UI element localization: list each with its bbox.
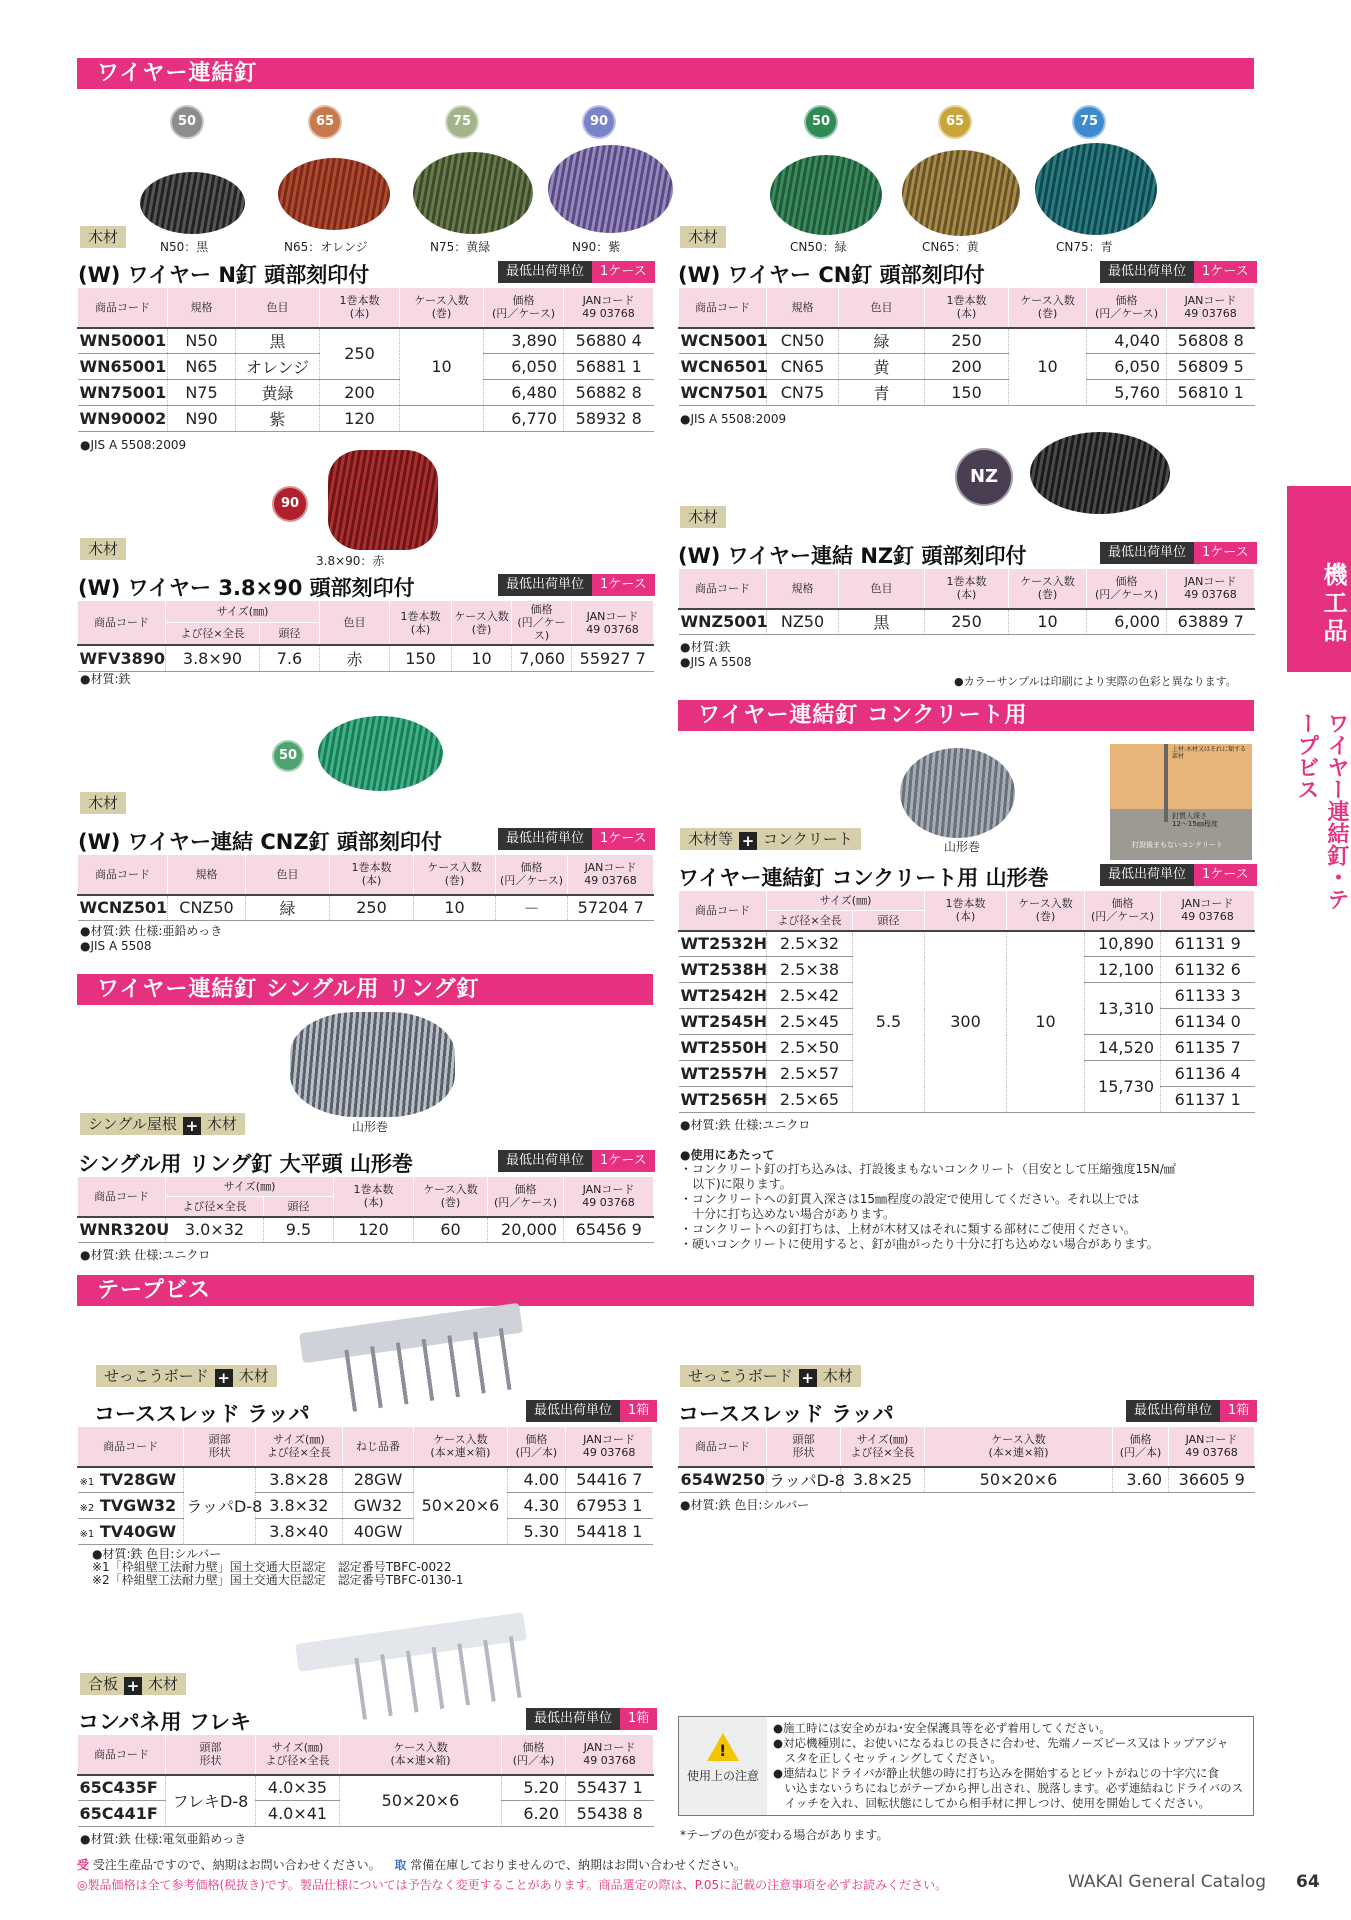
- nail-coil-icon: [1030, 432, 1170, 514]
- color-caption: 3.8×90：赤: [316, 554, 385, 568]
- table-row[interactable]: WT2545H 2.5×45 61134 0: [679, 1009, 1255, 1035]
- color-disclaimer: ●カラーサンプルは印刷により実際の色彩と異なります。: [954, 675, 1237, 688]
- spec-table-cn-nail: 商品コード 規格 色目 1巻本数 (本) ケース入数 (巻) 価格 (円／ケース) JANコード 49 03768 WCN5001 CN50 緑 250 10 4,040 56808 8 WCN6501 CN65 黄 200 6,050 56809 5 WCN7501 CN75 青 150 5,760 56810 1: [678, 287, 1255, 406]
- product-title: コンパネ用 フレキ: [78, 1710, 252, 1734]
- material-tag: シングル屋根 + 木材: [80, 1113, 245, 1135]
- side-tab-category[interactable]: [1287, 486, 1351, 672]
- head-sample-icon: 90: [582, 105, 616, 139]
- table-row[interactable]: WNZ5001 NZ50 黒 250 10 6,000 63889 7: [679, 609, 1255, 635]
- min-unit-badge: 最低出荷単位 1ケース: [498, 261, 655, 283]
- product-title: (W) ワイヤー 3.8×90 頭部刻印付: [78, 576, 415, 600]
- min-unit-badge: 最低出荷単位 1ケース: [1100, 864, 1257, 886]
- caution-label-cell: [679, 1717, 767, 1815]
- product-title: (W) ワイヤー連結 NZ釘 頭部刻印付: [678, 544, 1027, 568]
- color-caption: N65：オレンジ: [284, 240, 368, 254]
- table-row[interactable]: 654W250 ラッパD-8 3.8×25 50×20×6 3.60 36605 9: [679, 1467, 1255, 1493]
- material-tag: 木材: [680, 226, 726, 248]
- spec-table-cnz: 商品コード 規格 色目 1巻本数 (本) ケース入数 (巻) 価格 (円／ケース) JANコード 49 03768 WCNZ501 CNZ50 緑 250 10 － 57204 7: [77, 854, 654, 921]
- section-title: ワイヤー連結釘: [97, 61, 258, 86]
- color-caption: N90：紫: [572, 240, 621, 254]
- spec-note: ●材質:鉄: [80, 672, 131, 686]
- spec-note: ●材質:鉄 仕様:亜鉛めっき ●JIS A 5508: [80, 924, 223, 953]
- table-row[interactable]: WT2542H 2.5×42 13,310 61133 3: [679, 983, 1255, 1009]
- material-tag: せっこうボード + 木材: [96, 1365, 277, 1387]
- color-caption: N50：黒: [160, 240, 209, 254]
- head-sample-icon: 75: [1072, 105, 1106, 139]
- head-sample-icon: 65: [938, 105, 972, 139]
- nail-coil-icon: [902, 150, 1020, 236]
- table-row[interactable]: WCNZ501 CNZ50 緑 250 10 － 57204 7: [78, 895, 654, 921]
- table-row[interactable]: WCN7501 CN75 青 150 5,760 56810 1: [679, 380, 1255, 406]
- product-title: シングル用 リング釘 大平頭 山形巻: [78, 1152, 413, 1176]
- min-unit-badge: 最低出荷単位 1ケース: [498, 828, 655, 850]
- side-tab-sublabel: ワイヤー連結釘・テープビス: [1294, 712, 1349, 910]
- spec-table-3890: 商品コード サイズ(㎜) 色目 1巻本数 (本) ケース入数 (巻) 価格 (円／ケース) JANコード 49 03768 よび径×全長 頭径 WFV3890 3.8×90 7.6 赤 150 10 7,060 55927 7: [77, 600, 654, 672]
- material-tag: せっこうボード + 木材: [680, 1365, 861, 1387]
- caution-box: [678, 1716, 1254, 1816]
- table-row[interactable]: WN90002 N90 紫 120 6,770 58932 8: [78, 406, 654, 432]
- footer-line-1: 受 受注生産品ですので、納期はお問い合わせください。 取 常備在庫しておりませんので、納期はお問い合わせください。: [77, 1858, 747, 1872]
- table-row[interactable]: 65C435F フレキD-8 4.0×35 50×20×6 5.20 55437 1: [78, 1775, 654, 1801]
- side-tab-label: 機工品: [1319, 562, 1347, 646]
- head-sample-icon: NZ: [955, 448, 1013, 506]
- product-title: (W) ワイヤー N釘 頭部刻印付: [78, 263, 370, 287]
- spec-table-flake: 商品コード 頭部 形状 サイズ(㎜) よび径×全長 ケース入数 (本×連×箱) 価格 (円／本) JANコード 49 03768 65C435F フレキD-8 4.0×35 50×20×6 5.20 55437 1 65C441F 4.0×41 6.20 55438 8: [77, 1734, 654, 1827]
- product-title: (W) ワイヤー CN釘 頭部刻印付: [678, 263, 985, 287]
- stock-mark-icon: 取: [394, 1858, 407, 1872]
- table-row[interactable]: WCN6501 CN65 黄 200 6,050 56809 5: [679, 354, 1255, 380]
- table-row[interactable]: WCN5001 CN50 緑 250 10 4,040 56808 8: [679, 328, 1255, 354]
- concrete-diagram: [1110, 744, 1252, 860]
- spec-note: ●材質:鉄 色目:シルバー: [680, 1498, 810, 1512]
- section-band-tape: [77, 1275, 1254, 1306]
- table-row[interactable]: ※2 TVGW32 3.8×32 GW32 4.30 67953 1: [78, 1493, 653, 1519]
- spec-table-concrete: 商品コード サイズ(㎜) 1巻本数 (本) ケース入数 (巻) 価格 (円／ケース) JANコード 49 03768 よび径×全長 頭径 WT2532H 2.5×32 5.5 300 10 10,890 61131 9 WT2538H 2.5×38 12,100 61132 6 WT2542H 2.5×42 13,310 61133 3 WT2545H 2.5×45 61134 0 WT2550H 2.5×50 14,520 61135 7 WT2557H 2.5×57 15,730 61136 4 WT2565H 2.5×65 61137 1: [678, 890, 1255, 1113]
- ring-nail-coil-icon: [290, 1012, 455, 1117]
- nail-coil-icon: [770, 155, 882, 235]
- table-row[interactable]: WN65001 N65 オレンジ 6,050 56881 1: [78, 354, 654, 380]
- table-row[interactable]: ※1 TV40GW 3.8×40 40GW 5.30 54418 1: [78, 1519, 653, 1545]
- spec-note: ●材質:鉄 仕様:ユニクロ: [80, 1248, 211, 1262]
- product-title: コーススレッド ラッパ: [678, 1402, 894, 1426]
- nail-shaft-icon: [1164, 744, 1168, 822]
- table-row[interactable]: WT2550H 2.5×50 14,520 61135 7: [679, 1035, 1255, 1061]
- page-number: 64: [1296, 1872, 1320, 1892]
- product-title: ワイヤー連結釘 コンクリート用 山形巻: [678, 866, 1049, 890]
- spec-table-coarse2: 商品コード 頭部 形状 サイズ(㎜) よび径×全長 ケース入数 (本×連×箱) 価格 (円／本) JANコード 49 03768 654W250 ラッパD-8 3.8×25 50×20×6 3.60 36605 9: [678, 1426, 1255, 1493]
- table-row[interactable]: WN75001 N75 黄緑 200 6,480 56882 8: [78, 380, 654, 406]
- table-row[interactable]: WT2532H 2.5×32 5.5 300 10 10,890 61131 9: [679, 931, 1255, 957]
- min-unit-badge: 最低出荷単位 1ケース: [498, 574, 655, 596]
- shape-caption: 山形巻: [352, 1120, 389, 1134]
- material-tag: 木材: [80, 226, 126, 248]
- material-tag: 木材: [680, 506, 726, 528]
- spec-note: ●JIS A 5508:2009: [680, 412, 787, 426]
- color-caption: CN50：緑: [790, 240, 847, 254]
- spec-table-coarse1: 商品コード 頭部 形状 サイズ(㎜) よび径×全長 ねじ品番 ケース入数 (本×連×箱) 価格 (円／本) JANコード 49 03768 ※1 TV28GW ラッパD-8 3.8×28 28GW 50×20×6 4.00 54416 7 ※2 TVGW32 3.8×32 GW32 4.30 67953 1 ※1 TV40GW 3.8×40 40GW 5.30 54418 1: [77, 1426, 653, 1545]
- head-sample-icon: 90: [272, 486, 308, 522]
- diagram-label: 上材:木材又はそれに類する部材: [1172, 746, 1247, 760]
- nail-coil-icon: [1035, 143, 1157, 235]
- spec-note: ●材質:鉄 仕様:電気亜鉛めっき: [80, 1832, 247, 1846]
- section-band-ring: [77, 974, 653, 1005]
- table-row[interactable]: WT2565H 2.5×65 61137 1: [679, 1087, 1255, 1113]
- spec-note: ●材質:鉄 ●JIS A 5508: [680, 640, 752, 669]
- spec-note: ●JIS A 5508:2009: [80, 438, 187, 452]
- table-row[interactable]: WNR320U 3.0×32 9.5 120 60 20,000 65456 9: [78, 1217, 654, 1243]
- warning-icon: !: [707, 1733, 739, 1761]
- section-title: ワイヤー連結釘 シングル用 リング釘: [97, 977, 480, 1002]
- head-sample-icon: 50: [170, 105, 204, 139]
- min-unit-badge: 最低出荷単位 1ケース: [1100, 261, 1257, 283]
- material-tag: 合板 + 木材: [80, 1673, 186, 1695]
- table-row[interactable]: WT2538H 2.5×38 12,100 61132 6: [679, 957, 1255, 983]
- table-row[interactable]: WT2557H 2.5×57 15,730 61136 4: [679, 1061, 1255, 1087]
- min-unit-badge: 最低出荷単位 1箱: [1126, 1400, 1257, 1422]
- catalog-name: WAKAI General Catalog: [1068, 1872, 1267, 1892]
- product-title: コーススレッド ラッパ: [94, 1402, 310, 1426]
- usage-notes: ・コンクリート釘の打ち込みは、打設後まもないコンクリート（目安として圧縮強度15N/㎟ 以下)に限ります。 ・コンクリートへの釘貫入深さは15㎜程度の設定で使用してください。それ以上では 十分に打ち込めない場合があります。 ・コンクリートへの釘打ちは、上材が木材又はそれに類する部材にご使用ください。 ・硬いコンクリートに使用すると、釘が曲がったり十分に打ち込めない場合があります。: [680, 1162, 1176, 1251]
- table-row[interactable]: 65C441F 4.0×41 6.20 55438 8: [78, 1801, 654, 1827]
- table-row[interactable]: ※1 TV28GW ラッパD-8 3.8×28 28GW 50×20×6 4.00 54416 7: [78, 1467, 653, 1493]
- spec-table-ring: 商品コード サイズ(㎜) 1巻本数 (本) ケース入数 (巻) 価格 (円／ケース) JANコード 49 03768 よび径×全長 頭径 WNR320U 3.0×32 9.5 120 60 20,000 65456 9: [77, 1176, 654, 1243]
- spec-note: ●材質:鉄 色目:シルバー ※1「枠組壁工法耐力壁」国土交通大臣認定 認定番号TBFC-0022 ※2「枠組壁工法耐力壁」国土交通大臣認定 認定番号TBFC-0130-1: [92, 1547, 464, 1587]
- color-caption: CN75：青: [1056, 240, 1113, 254]
- product-title: (W) ワイヤー連結 CNZ釘 頭部刻印付: [78, 830, 442, 854]
- min-unit-badge: 最低出荷単位 1箱: [526, 1708, 657, 1730]
- order-mark-icon: 受: [77, 1858, 90, 1872]
- caution-text: ●施工時には安全めがね･安全保護具等を必ず着用してください。 ●対応機種別に、お使いになるねじの長さに合わせ、先端ノーズピース又はトップアジャ スタを正しくセッティングしてください。 ●連結ねじドライバが静止状態の時に打ち込みを開始するとビットがねじの十字穴に食 い込まないうちにねじがテープから押し出され、脱落します。必ず連結ねじドライバのス イッチを入れ、回転状態にしてから相手材に押しつけ、使用を開始してください。: [773, 1721, 1244, 1810]
- footer-line-2: ◎製品価格は全て参考価格(税抜き)です。製品仕様については予告なく変更することがあります。商品選定の際は、P.05に記載の注意事項を必ずお読みください。: [77, 1878, 948, 1892]
- table-row[interactable]: WN50001 N50 黒 250 10 3,890 56880 4: [78, 328, 654, 354]
- section-title: ワイヤー連結釘 コンクリート用: [698, 703, 1028, 728]
- section-band-concrete: [678, 700, 1254, 731]
- min-unit-badge: 最低出荷単位 1ケース: [1100, 542, 1257, 564]
- spec-note: ●材質:鉄 仕様:ユニクロ: [680, 1118, 811, 1132]
- diagram-label: 打設後まもないコンクリート: [1132, 841, 1223, 849]
- spec-table-n-nail: 商品コード 規格 色目 1巻本数 (本) ケース入数 (巻) 価格 (円／ケース) JANコード 49 03768 WN50001 N50 黒 250 10 3,890 56880 4 WN65001 N65 オレンジ 6,050 56881 1 WN75001 N75 黄緑 200 6,480 56882 8 WN90002 N90 紫 120 6,770 58932 8: [77, 287, 654, 432]
- caution-label: 使用上の注意: [686, 1769, 759, 1783]
- concrete-nail-coil-icon: [900, 748, 1015, 838]
- head-sample-icon: 65: [308, 105, 342, 139]
- table-row[interactable]: WFV3890 3.8×90 7.6 赤 150 10 7,060 55927 7: [78, 645, 654, 671]
- nail-coil-icon: [140, 172, 245, 234]
- diagram-label: 釘貫入深さ 12～15㎜程度: [1172, 812, 1218, 828]
- head-sample-icon: 75: [445, 105, 479, 139]
- nail-coil-icon: [328, 450, 438, 550]
- usage-title: ●使用にあたって: [680, 1148, 775, 1162]
- color-caption: CN65：黄: [922, 240, 979, 254]
- tape-color-note: *テープの色が変わる場合があります。: [680, 1828, 889, 1842]
- material-tag: 木材: [80, 792, 126, 814]
- section-band-wire: [77, 58, 1254, 89]
- nail-coil-icon: [278, 158, 390, 230]
- material-tag: 木材等 + コンクリート: [680, 828, 861, 850]
- section-title: テープビス: [97, 1278, 211, 1303]
- nail-coil-icon: [548, 145, 673, 233]
- min-unit-badge: 最低出荷単位 1箱: [526, 1400, 657, 1422]
- head-sample-icon: 50: [272, 740, 304, 772]
- shape-caption: 山形巻: [944, 840, 981, 854]
- nail-coil-icon: [413, 152, 533, 234]
- min-unit-badge: 最低出荷単位 1ケース: [498, 1150, 655, 1172]
- nail-coil-icon: [318, 716, 443, 791]
- material-tag: 木材: [80, 538, 126, 560]
- color-caption: N75：黄緑: [430, 240, 491, 254]
- spec-table-nz: 商品コード 規格 色目 1巻本数 (本) ケース入数 (巻) 価格 (円／ケース) JANコード 49 03768 WNZ5001 NZ50 黒 250 10 6,000 63889 7: [678, 568, 1255, 635]
- head-sample-icon: 50: [804, 105, 838, 139]
- side-tab-subcategory[interactable]: [1287, 704, 1351, 924]
